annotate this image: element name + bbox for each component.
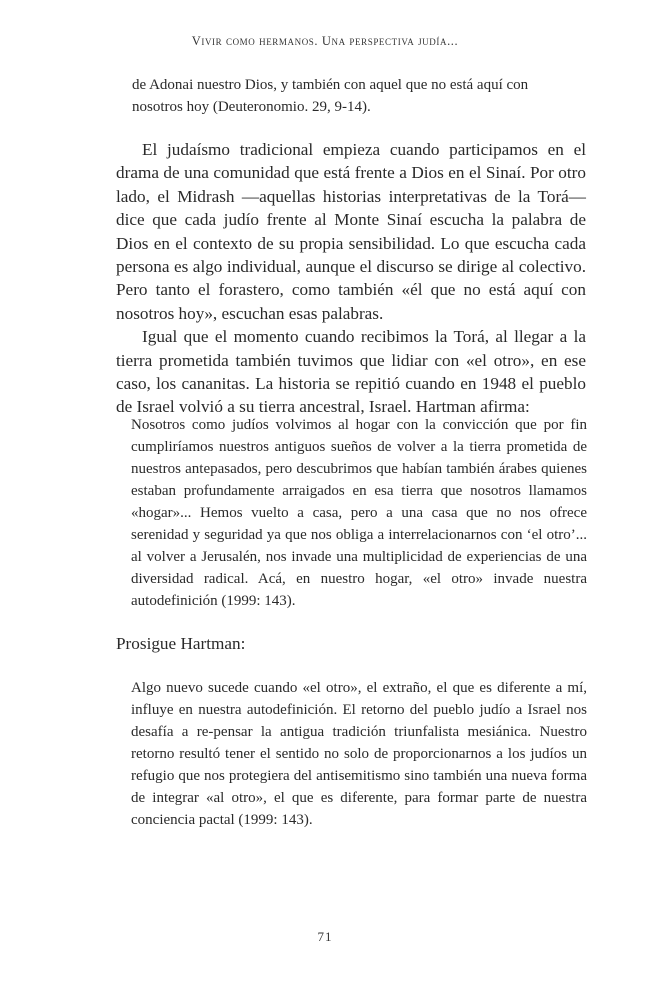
body-text xyxy=(116,138,586,419)
paragraph-1: El judaísmo tradicional empieza cuando participamos en el drama de una comunidad que está frente a Dios en el Sinaí. Por otro lado, el Midrash —aquellas historias interpretativas de la Torá— dice que cada judío frente al Monte Sinaí escucha la palabra de Dios en el contexto de su propia sensibilidad. Lo que escucha cada persona es algo individual, aunque el discurso se dirige al colectivo. Pero tanto el forastero, como también «él que no está aquí con nosotros hoy», escuchan esas palabras. xyxy=(116,140,586,323)
paragraph-2: Igual que el momento cuando recibimos la Torá, al llegar a la tierra prometida también tuvimos que lidiar con «el otro», en ese caso, los cananitas. La historia se repitió cuando en 1948 el pueblo de Israel volvió a su tierra ancestral, Israel. Hartman afirma: xyxy=(116,327,586,417)
continued-quote: de Adonai nuestro Dios, y también con aquel que no está aquí con nosotros hoy (Deuteronomio. 29, 9-14). xyxy=(132,77,529,115)
page-number: 71 xyxy=(317,929,333,944)
block-quote-1: Nosotros como judíos volvimos al hogar con la convicción que por fin cumpliríamos nuestros antiguos sueños de volver a la tierra prometida de nuestros antepasados, pero descubrimos que habían también árabes quienes estaban profundamente arraigados en esa tierra que nosotros llamamos «hogar»... Hemos vuelto a casa, pero a una casa que no nos ofrece serenidad y seguridad ya que nos obliga a interrelacionarnos con ‘el otro’... al volver a Jerusalén, nos invade una multiplicidad de experiencias de una diversidad radical. Acá, en nuestro hogar, «el otro» invade nuestra autodefinición (1999: 143). xyxy=(131,417,587,609)
prosigue-heading: Prosigue Hartman: xyxy=(116,634,246,653)
running-head: Vivir como hermanos. Una perspectiva judía... xyxy=(191,34,459,48)
block-quote-2: Algo nuevo sucede cuando «el otro», el extraño, el que es diferente a mí, influye en nuestra autodefinición. El retorno del pueblo judío a Israel nos desafía a re-pensar la antigua tradición triunfalista mesiánica. Nuestro retorno resultó tener el sentido no solo de proporcionarnos a los judíos un refugio que nos protegiera del antisemitismo sino también una nueva forma de integrar «al otro», el que es diferente, para formar parte de nuestra conciencia pactal (1999: 143). xyxy=(131,680,587,828)
